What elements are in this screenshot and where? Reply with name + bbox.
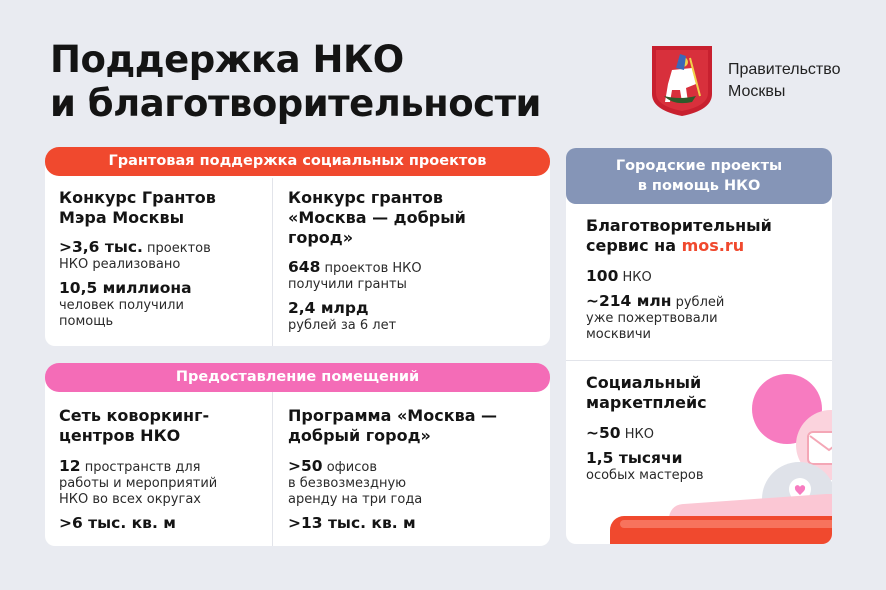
spaces-stat: 12 пространств для работы и мероприятий НКО во всех округах: [59, 457, 218, 507]
grant-amount-stat: 2,4 млрд рублей за 6 лет: [288, 299, 397, 333]
wallet-card-icon: [610, 494, 832, 544]
grant-support-card: [45, 158, 550, 346]
good-city-program-title: Программа «Москва — добрый город»: [288, 406, 498, 445]
good-city-grants-title: Конкурс грантов «Москва — добрый город»: [288, 188, 466, 247]
gov-name-line-1: Правительство: [728, 61, 841, 78]
charity-service-title: Благотворительный сервис на mos.ru: [586, 216, 772, 255]
good-city-grants-column: [288, 188, 538, 334]
city-projects-card: [566, 178, 832, 544]
mos-ru-link[interactable]: mos.ru: [681, 236, 745, 255]
nko-count-stat: 100 НКО: [586, 267, 652, 285]
city-projects-header: Городские проекты в помощь НКО: [566, 148, 832, 204]
envelope-icon: [806, 430, 832, 466]
masters-stat: 1,5 тысячи особых мастеров: [586, 449, 704, 483]
premises-section-header: Предоставление помещений: [45, 363, 550, 392]
good-city-program-column: [288, 406, 538, 533]
mayor-grants-title: Конкурс Грантов Мэра Москвы: [59, 188, 216, 227]
column-divider: [272, 392, 273, 546]
offices-stat: >50 офисов в безвозмездную аренду на три года: [288, 457, 423, 507]
donations-stat: ~214 млн рублей уже пожертвовали москвичи: [586, 292, 725, 342]
mayor-grants-column: [59, 188, 264, 330]
moscow-coat-of-arms-icon: [650, 44, 714, 118]
market-nko-stat: ~50 НКО: [586, 424, 654, 442]
government-logo: [650, 44, 840, 118]
grant-projects-stat: 648 проектов НКО получили гранты: [288, 258, 422, 292]
people-helped-stat: 10,5 миллиона человек получили помощь: [59, 279, 192, 329]
coworking-column: [59, 406, 264, 533]
title-line-2: и благотворительности: [50, 82, 541, 125]
projects-stat: >3,6 тыс. проектов НКО реализовано: [59, 238, 211, 272]
charity-service-block: [586, 216, 822, 343]
row-divider: [566, 360, 832, 361]
coworking-area-stat: >6 тыс. кв. м: [59, 514, 176, 532]
title-line-1: Поддержка НКО: [50, 38, 404, 81]
marketplace-block: [586, 373, 756, 484]
offices-area-stat: >13 тыс. кв. м: [288, 514, 416, 532]
coworking-title: Сеть коворкинг- центров НКО: [59, 406, 210, 445]
premises-card: [45, 370, 550, 546]
grant-section-header: Грантовая поддержка социальных проектов: [45, 147, 550, 176]
page-title: [50, 38, 541, 126]
gov-name-line-2: Москвы: [728, 83, 786, 100]
column-divider: [272, 178, 273, 346]
marketplace-title: Социальный маркетплейс: [586, 373, 707, 412]
